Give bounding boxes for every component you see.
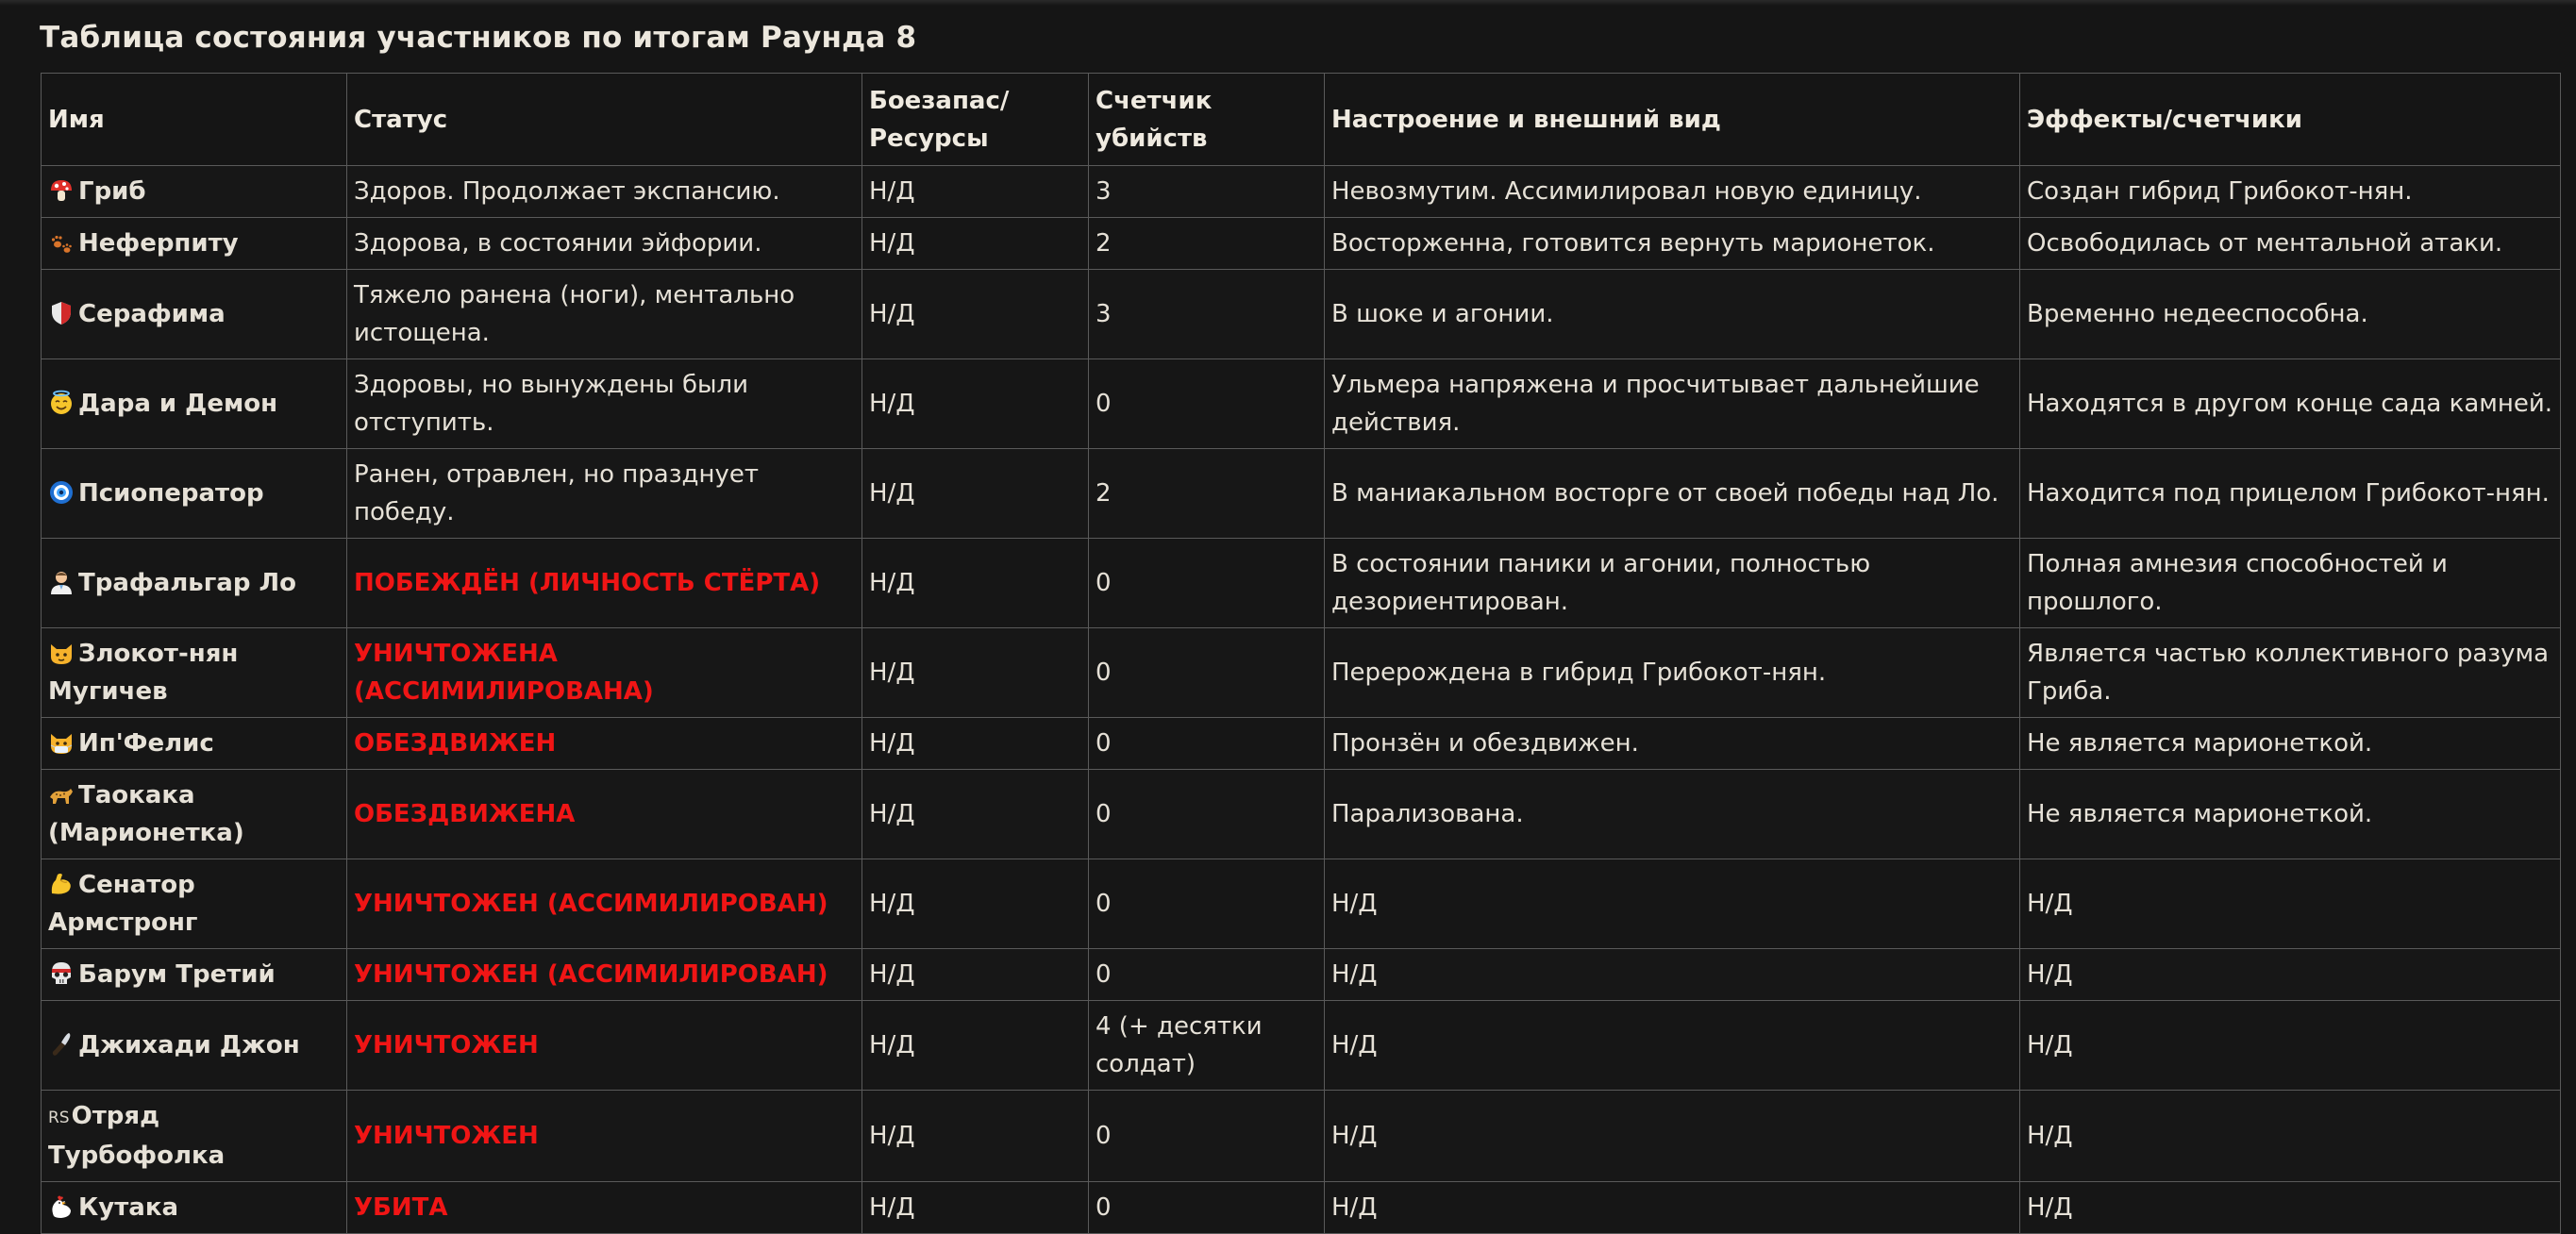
participant-mood: Н/Д	[1331, 960, 1378, 989]
participant-status: ОБЕЗДВИЖЕН	[354, 729, 557, 758]
cell-ammo	[862, 166, 1089, 218]
cell-effects	[2020, 1001, 2561, 1091]
participant-status: Здоров. Продолжает экспансию.	[354, 177, 780, 206]
cell-effects	[2020, 449, 2561, 539]
participant-effects: Н/Д	[2027, 1122, 2073, 1150]
cell-name	[42, 1182, 347, 1234]
participant-mood: В шоке и агонии.	[1331, 300, 1554, 328]
cell-ammo	[862, 1091, 1089, 1182]
participant-mood: Восторженна, готовится вернуть марионеток.	[1331, 229, 1935, 258]
header-kills-line2: убийств	[1096, 124, 1208, 153]
cell-name	[42, 449, 347, 539]
cell-name	[42, 859, 347, 949]
cell-ammo	[862, 949, 1089, 1001]
participant-kills: 3	[1096, 177, 1112, 206]
cell-mood	[1325, 449, 2020, 539]
cell-ammo	[862, 859, 1089, 949]
participant-kills: 0	[1096, 960, 1112, 989]
knife-icon	[48, 1031, 75, 1058]
table-row	[42, 770, 2561, 859]
cell-status	[347, 628, 862, 718]
participant-name: Отряд Турбофолка	[48, 1102, 226, 1170]
cell-effects	[2020, 539, 2561, 628]
table-row	[42, 718, 2561, 770]
participant-ammo: Н/Д	[869, 569, 915, 597]
cell-effects	[2020, 218, 2561, 270]
table-row	[42, 628, 2561, 718]
halo-face-icon	[48, 390, 75, 416]
participant-mood: В маниакальном восторге от своей победы над Ло.	[1331, 479, 1999, 508]
cell-status	[347, 770, 862, 859]
table-row	[42, 1091, 2561, 1182]
participant-kills: 3	[1096, 300, 1112, 328]
cell-status	[347, 218, 862, 270]
participant-name: Неферпиту	[78, 229, 239, 258]
participant-status: ОБЕЗДВИЖЕНА	[354, 800, 576, 828]
table-row	[42, 359, 2561, 449]
header-kills	[1089, 74, 1325, 166]
participant-kills: 4 (+ десятки солдат)	[1096, 1012, 1263, 1078]
participant-mood: Н/Д	[1331, 1031, 1378, 1059]
cell-mood	[1325, 859, 2020, 949]
table-row	[42, 949, 2561, 1001]
participant-kills: 2	[1096, 229, 1112, 258]
participant-status: Здоровы, но вынуждены были отступить.	[354, 371, 749, 437]
cell-ammo	[862, 539, 1089, 628]
participant-name: Трафальгар Ло	[78, 569, 296, 597]
cell-name	[42, 628, 347, 718]
participant-mood: Н/Д	[1331, 890, 1378, 918]
cell-name	[42, 1091, 347, 1182]
participant-name: Таокака (Марионетка)	[48, 781, 244, 847]
paw-prints-icon	[48, 229, 75, 256]
participant-effects: Создан гибрид Грибокот-нян.	[2027, 177, 2413, 206]
header-ammo-line2: Ресурсы	[869, 124, 989, 153]
participant-kills: 0	[1096, 800, 1112, 828]
participant-kills: 0	[1096, 729, 1112, 758]
participant-effects: Не является марионеткой.	[2027, 800, 2373, 828]
cell-status	[347, 166, 862, 218]
table-row	[42, 1001, 2561, 1091]
cell-status	[347, 359, 862, 449]
participant-name: Джихади Джон	[78, 1031, 300, 1059]
participant-status: УБИТА	[354, 1193, 448, 1222]
cell-effects	[2020, 359, 2561, 449]
participant-name: Дара и Демон	[78, 390, 278, 418]
cell-mood	[1325, 1001, 2020, 1091]
cell-kills	[1089, 359, 1325, 449]
cell-kills	[1089, 1182, 1325, 1234]
participant-status: ПОБЕЖДЁН (ЛИЧНОСТЬ СТЁРТА)	[354, 569, 821, 597]
participant-status: Ранен, отравлен, но празднует победу.	[354, 460, 760, 526]
participant-ammo: Н/Д	[869, 960, 915, 989]
participant-kills: 0	[1096, 890, 1112, 918]
participant-effects: Является частью коллективного разума Гриба.	[2027, 640, 2550, 706]
cell-ammo	[862, 359, 1089, 449]
cell-kills	[1089, 539, 1325, 628]
participant-effects: Находятся в другом конце сада камней.	[2027, 390, 2553, 418]
cell-kills	[1089, 949, 1325, 1001]
cell-name	[42, 718, 347, 770]
participant-status: УНИЧТОЖЕНА (АССИМИЛИРОВАНА)	[354, 640, 654, 706]
participant-effects: Не является марионеткой.	[2027, 729, 2373, 758]
cell-status	[347, 1182, 862, 1234]
participant-kills: 0	[1096, 569, 1112, 597]
cell-kills	[1089, 718, 1325, 770]
cell-mood	[1325, 718, 2020, 770]
participant-status: УНИЧТОЖЕН	[354, 1122, 539, 1150]
doctor-icon	[48, 569, 75, 595]
blue-orb-icon	[48, 479, 75, 506]
participant-ammo: Н/Д	[869, 479, 915, 508]
participant-mood: Пронзён и обездвижен.	[1331, 729, 1639, 758]
participant-ammo: Н/Д	[869, 1193, 915, 1222]
cat-face-icon	[48, 640, 75, 666]
header-effects: Эффекты/счетчики	[2020, 74, 2561, 166]
cell-mood	[1325, 359, 2020, 449]
participant-mood: Н/Д	[1331, 1193, 1378, 1222]
participant-ammo: Н/Д	[869, 390, 915, 418]
cell-name	[42, 359, 347, 449]
participant-name: Злокот-нян Мугичев	[48, 640, 239, 706]
table-row	[42, 1182, 2561, 1234]
participant-effects: Н/Д	[2027, 890, 2073, 918]
cell-ammo	[862, 270, 1089, 359]
participants-status-table	[41, 73, 2561, 1234]
cell-name	[42, 218, 347, 270]
cell-name	[42, 270, 347, 359]
participant-kills: 0	[1096, 1122, 1112, 1150]
participant-ammo: Н/Д	[869, 1031, 915, 1059]
participant-effects: Полная амнезия способностей и прошлого.	[2027, 550, 2448, 616]
cell-name	[42, 1001, 347, 1091]
masked-cat-icon	[48, 729, 75, 756]
participant-kills: 0	[1096, 390, 1112, 418]
cell-mood	[1325, 628, 2020, 718]
cell-status	[347, 859, 862, 949]
participant-name: Псиоператор	[78, 479, 264, 508]
participant-effects: Н/Д	[2027, 1193, 2073, 1222]
header-kills-line1: Счетчик	[1096, 86, 1213, 115]
participant-status: УНИЧТОЖЕН	[354, 1031, 539, 1059]
cell-status	[347, 949, 862, 1001]
participant-status: УНИЧТОЖЕН (АССИМИЛИРОВАН)	[354, 890, 828, 918]
participant-name: Серафима	[78, 300, 226, 328]
participant-status: УНИЧТОЖЕН (АССИМИЛИРОВАН)	[354, 960, 828, 989]
cell-mood	[1325, 949, 2020, 1001]
cell-kills	[1089, 1091, 1325, 1182]
cell-mood	[1325, 539, 2020, 628]
table-header-row	[42, 74, 2561, 166]
participant-ammo: Н/Д	[869, 800, 915, 828]
table-row	[42, 270, 2561, 359]
participant-name: Сенатор Армстронг	[48, 871, 198, 937]
cell-effects	[2020, 718, 2561, 770]
header-mood: Настроение и внешний вид	[1325, 74, 2020, 166]
chicken-icon	[48, 1193, 75, 1220]
participant-status: Тяжело ранена (ноги), ментально истощена.	[354, 281, 795, 347]
cell-kills	[1089, 218, 1325, 270]
participant-mood: Ульмера напряжена и просчитывает дальнейшие действия.	[1331, 371, 1980, 437]
cell-effects	[2020, 1091, 2561, 1182]
cell-effects	[2020, 628, 2561, 718]
cell-status	[347, 718, 862, 770]
header-ammo	[862, 74, 1089, 166]
participant-mood: Парализована.	[1331, 800, 1524, 828]
cell-ammo	[862, 449, 1089, 539]
cell-name	[42, 166, 347, 218]
cell-kills	[1089, 770, 1325, 859]
participant-effects: Освободилась от ментальной атаки.	[2027, 229, 2503, 258]
participant-kills: 0	[1096, 659, 1112, 687]
participant-name: Барум Третий	[78, 960, 276, 989]
participant-mood: Перерождена в гибрид Грибокот-нян.	[1331, 659, 1827, 687]
participant-mood: Н/Д	[1331, 1122, 1378, 1150]
cell-kills	[1089, 166, 1325, 218]
cell-ammo	[862, 628, 1089, 718]
table-body	[42, 166, 2561, 1234]
flexed-biceps-icon	[48, 871, 75, 897]
cell-ammo	[862, 718, 1089, 770]
shield-icon	[48, 300, 75, 326]
header-ammo-line1: Боезапас/	[869, 86, 1010, 115]
participant-kills: 2	[1096, 479, 1112, 508]
top-edge	[0, 0, 2576, 6]
cell-effects	[2020, 270, 2561, 359]
cell-mood	[1325, 1091, 2020, 1182]
mushroom-icon	[48, 177, 75, 204]
cell-effects	[2020, 166, 2561, 218]
participant-mood: В состоянии паники и агонии, полностью дезориентирован.	[1331, 550, 1871, 616]
cell-ammo	[862, 770, 1089, 859]
cell-kills	[1089, 270, 1325, 359]
rs-icon: RS	[48, 1109, 70, 1127]
cell-status	[347, 1001, 862, 1091]
cell-ammo	[862, 1001, 1089, 1091]
cell-effects	[2020, 859, 2561, 949]
cell-mood	[1325, 770, 2020, 859]
participant-ammo: Н/Д	[869, 300, 915, 328]
cell-name	[42, 949, 347, 1001]
cell-kills	[1089, 449, 1325, 539]
participant-ammo: Н/Д	[869, 1122, 915, 1150]
cell-mood	[1325, 218, 2020, 270]
table-row	[42, 859, 2561, 949]
participant-effects: Н/Д	[2027, 960, 2073, 989]
cell-kills	[1089, 1001, 1325, 1091]
participant-ammo: Н/Д	[869, 729, 915, 758]
table-row	[42, 166, 2561, 218]
participant-name: Ип'Фелис	[78, 729, 214, 758]
participant-name: Гриб	[78, 177, 146, 206]
participant-ammo: Н/Д	[869, 890, 915, 918]
participant-ammo: Н/Д	[869, 177, 915, 206]
cell-effects	[2020, 1182, 2561, 1234]
cell-mood	[1325, 270, 2020, 359]
cell-effects	[2020, 949, 2561, 1001]
participant-mood: Невозмутим. Ассимилировал новую единицу.	[1331, 177, 1922, 206]
cell-status	[347, 270, 862, 359]
cell-mood	[1325, 166, 2020, 218]
participant-status: Здорова, в состоянии эйфории.	[354, 229, 762, 258]
participant-ammo: Н/Д	[869, 229, 915, 258]
leopard-icon	[48, 781, 75, 808]
table-row	[42, 449, 2561, 539]
table-row	[42, 539, 2561, 628]
cell-ammo	[862, 218, 1089, 270]
cell-status	[347, 539, 862, 628]
cell-ammo	[862, 1182, 1089, 1234]
header-status: Статус	[347, 74, 862, 166]
participant-effects: Временно недееспособна.	[2027, 300, 2368, 328]
participant-ammo: Н/Д	[869, 659, 915, 687]
participant-kills: 0	[1096, 1193, 1112, 1222]
table-row	[42, 218, 2561, 270]
page-title: Таблица состояния участников по итогам Раунда 8	[40, 21, 917, 55]
participant-name: Кутака	[78, 1193, 179, 1222]
cell-kills	[1089, 859, 1325, 949]
cell-name	[42, 539, 347, 628]
participant-effects: Находится под прицелом Грибокот-нян.	[2027, 479, 2550, 508]
cell-status	[347, 449, 862, 539]
skull-mask-icon	[48, 960, 75, 987]
participant-effects: Н/Д	[2027, 1031, 2073, 1059]
cell-effects	[2020, 770, 2561, 859]
cell-kills	[1089, 628, 1325, 718]
header-name: Имя	[42, 74, 347, 166]
cell-name	[42, 770, 347, 859]
cell-status	[347, 1091, 862, 1182]
cell-mood	[1325, 1182, 2020, 1234]
